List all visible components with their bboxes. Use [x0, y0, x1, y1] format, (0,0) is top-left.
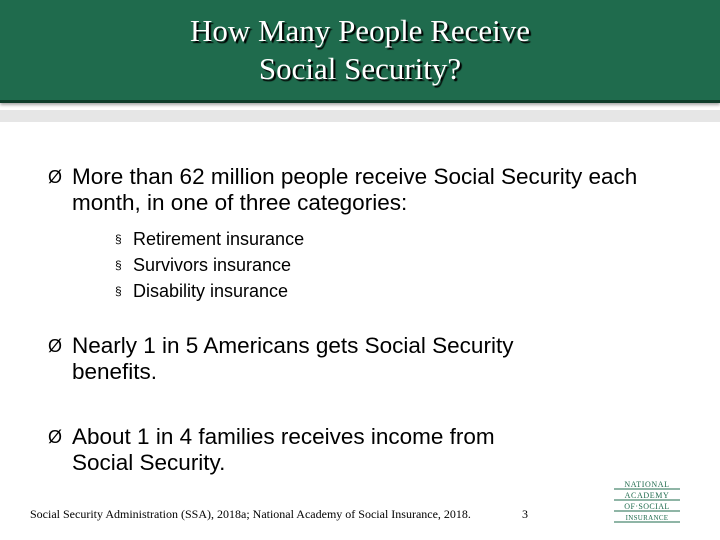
source-citation: Social Security Administration (SSA), 2018a; National Academy of Social Insurance, 2018. [30, 507, 471, 521]
square-bullet-icon: § [115, 232, 122, 246]
sub-item-survivors [115, 252, 291, 278]
banner-shadow-strip [0, 110, 720, 122]
bullet-item-2 [48, 333, 608, 385]
slide-title [0, 12, 720, 88]
nasi-logo [612, 478, 682, 528]
slide-title-line-2: Social Security? [258, 51, 462, 86]
sub-item-text: Disability insurance [133, 281, 289, 301]
bullet-item-3 [48, 424, 528, 476]
svg-text:ACADEMY: ACADEMY [624, 491, 670, 500]
page-number: 3 [522, 507, 528, 521]
bullet-item-1 [48, 164, 672, 216]
svg-text:NATIONAL: NATIONAL [624, 480, 670, 489]
arrow-bullet-icon: Ø [48, 336, 63, 356]
square-bullet-icon: § [115, 284, 122, 298]
arrow-bullet-icon: Ø [48, 167, 63, 187]
bullet-text-2: Nearly 1 in 5 Americans gets Social Security benefits. [72, 333, 514, 384]
bullet-text-3: About 1 in 4 families receives income from Social Security. [72, 424, 495, 475]
sub-item-text: Retirement insurance [133, 229, 305, 249]
sub-item-retirement [115, 226, 304, 252]
svg-text:OF·SOCIAL: OF·SOCIAL [624, 502, 670, 511]
square-bullet-icon: § [115, 258, 122, 272]
arrow-bullet-icon: Ø [48, 427, 63, 447]
slide-title-line-1: How Many People Receive [189, 13, 531, 48]
bullet-text-1: More than 62 million people receive Social Security each month, in one of three categories: [72, 164, 638, 215]
sub-item-text: Survivors insurance [133, 255, 292, 275]
sub-item-disability [115, 278, 288, 304]
svg-text:INSURANCE: INSURANCE [625, 514, 669, 522]
